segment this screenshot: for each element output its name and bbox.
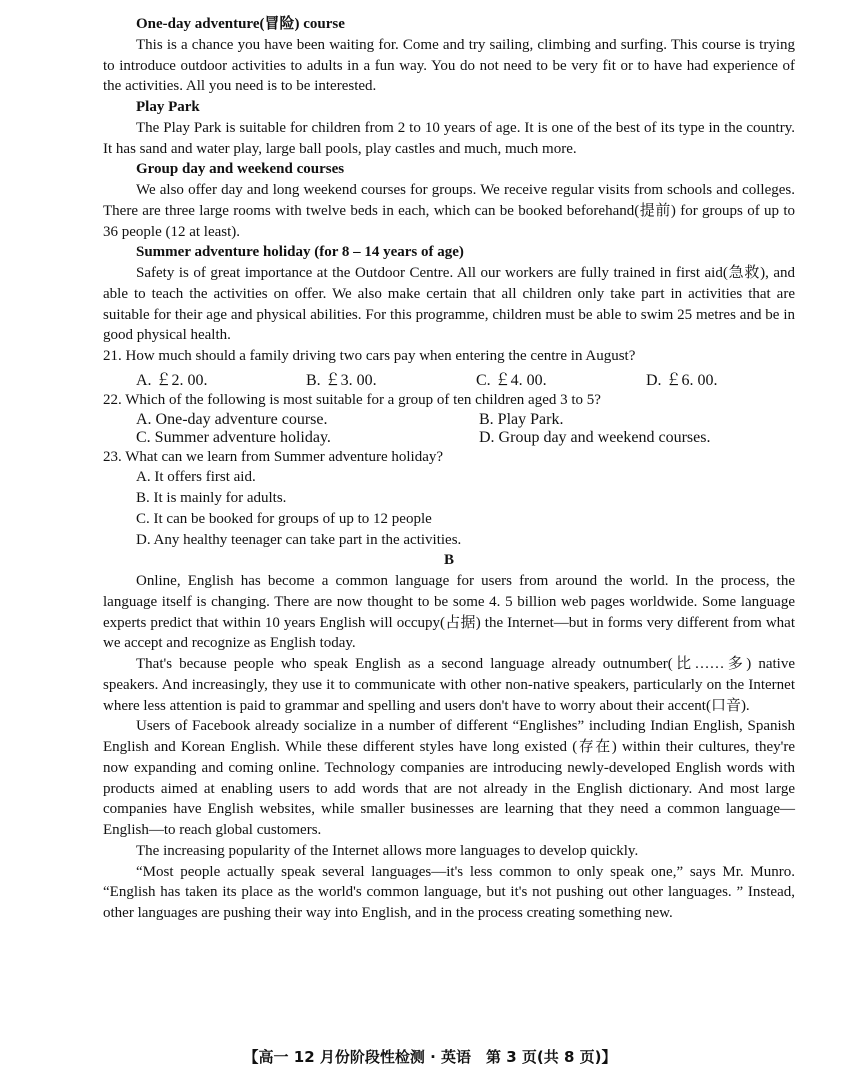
paragraph-b-4: The increasing popularity of the Internet allows more languages to develop quickly. [136,842,639,859]
option-23-a: A. It offers first aid. [136,469,256,486]
option-22-b: B. Play Park. [479,410,564,428]
course-heading-group: Group day and weekend courses [136,161,345,178]
option-23-d: D. Any healthy teenager can take part in the activities. [136,531,462,548]
paragraph-b-2: That's because people who speak English as a second language already outnumber(比……多) native speakers. And increasingly, they use it to communicate with other non-native speakers, particularly on the Internet where less attention is paid to grammar and spelling and users don't have to worry about their accent(口音). [103,656,795,714]
option-22-d: D. Group day and weekend courses. [479,428,711,446]
paragraph-play-park: The Play Park is suitable for children from 2 to 10 years of age. It is one of the best of its type in the country. It has sand and water play, large ball pools, play castles and much, much more. [103,119,795,157]
options-21 [103,367,795,390]
course-heading-adventure: One-day adventure(冒险) course [136,16,345,32]
options-22-row1 [103,411,795,429]
paragraph-group: We also offer day and long weekend courses for groups. We receive regular visits from schools and colleges. There are three large rooms with twelve beds in each, which can be booked beforehand(提前) for groups of up to 36 people (12 at least). [103,182,795,240]
option-21-a: A. ￡2. 00. [136,371,208,389]
course-heading-summer: Summer adventure holiday (for 8 – 14 years of age) [136,244,464,261]
question-23: 23. What can we learn from Summer adventure holiday? [103,448,444,465]
paragraph-b-1: Online, English has become a common language for users from around the world. In the process, the language itself is changing. There are now thought to be some 4. 5 billion web pages worldwide. Some language experts predict that within 10 years English will occupy(占据) the Internet—but in forms very different from what we accept and recognize as English today. [103,573,795,652]
option-22-c: C. Summer adventure holiday. [136,428,331,446]
course-heading-play-park: Play Park [136,99,200,115]
section-label-b: B [443,552,454,569]
options-22-row2 [103,429,795,447]
question-21: 21. How much should a family driving two cars pay when entering the centre in August? [103,348,636,364]
paragraph-b-5: “Most people actually speak several languages—it's less common to only speak one,” says Mr. Munro. “English has taken its place as the world's common language, but it's not pushing out other languages. ” Instead, other languages are pushing their way into English, and in the process creating something new. [103,863,795,921]
paragraph-b-3: Users of Facebook already socialize in a number of different “Englishes” including Indian English, Spanish English and Korean English. While these different styles have long existed (存在) within their cultures, they're now expanding and coming online. Technology companies are introducing newly-developed English words with products aimed at enabling users to add words that are not already in the English dictionary. And most large companies have English websites, while smaller businesses are learning that they need a common language—English—to reach global customers. [103,718,795,838]
paragraph-summer: Safety is of great importance at the Outdoor Centre. All our workers are fully trained in first aid(急救), and able to teach the activities on offer. We also make certain that all children only take part in activities that are suitable for their age and physical abilities. For this programme, children must be able to swim 25 metres and be in good physical health. [103,265,795,344]
paragraph-adventure: This is a chance you have been waiting for. Come and try sailing, climbing and surfing. This course is trying to introduce outdoor activities to adults in a fun way. You do not need to be very fit or to have had experience of the activities. All you need is to be interested. [103,36,795,95]
question-22: 22. Which of the following is most suitable for a group of ten children aged 3 to 5? [103,391,601,408]
page-footer: 【高一 12 月份阶段性检测 · 英语 第 3 页(共 8 页)】 [243,1048,617,1066]
option-23-c: C. It can be booked for groups of up to 12 people [136,510,432,527]
exam-page [103,14,795,924]
option-21-d: D. ￡6. 00. [646,371,718,389]
option-21-b: B. ￡3. 00. [306,371,377,389]
option-21-c: C. ￡4. 00. [476,371,547,389]
option-22-a: A. One-day adventure course. [136,410,328,428]
option-23-b: B. It is mainly for adults. [136,490,287,506]
